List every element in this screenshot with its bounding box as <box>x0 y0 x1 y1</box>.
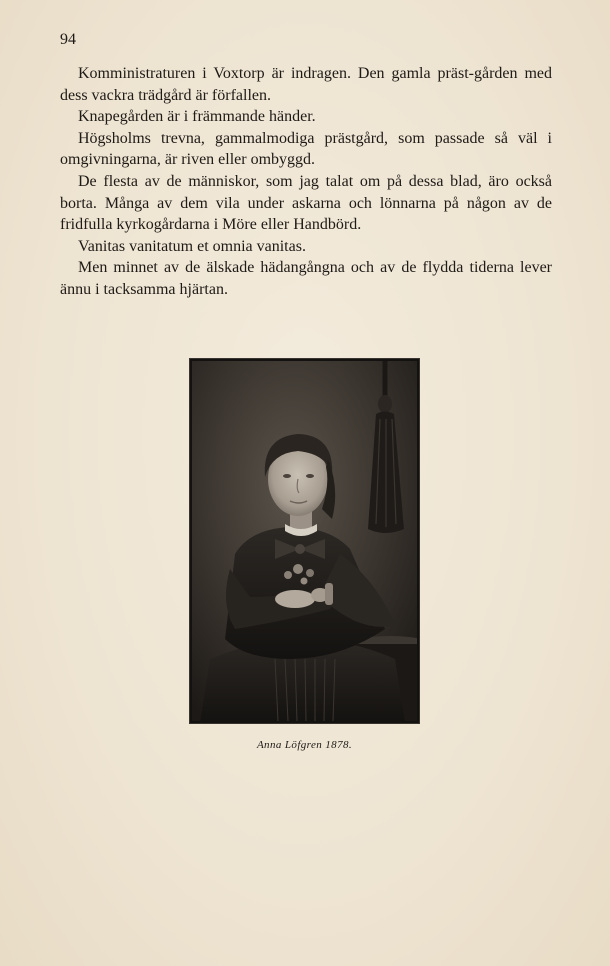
paragraph: De flesta av de människor, som jag talat om på dessa blad, äro också borta. Många av dem vila under askarna och lönnarna på någon av de fridfulla kyrkogårdarna i Möre eller Handbörd. <box>60 172 552 234</box>
portrait-photograph <box>190 359 419 723</box>
paragraph: Men minnet av de älskade hädangångna och av de flydda tiderna lever ännu i tacksamma hjärtan. <box>60 259 552 298</box>
page-number: 94 <box>60 31 76 48</box>
paragraph: Komministraturen i Voxtorp är indragen. Den gamla präst-gården med dess vackra trädgård är förfallen. <box>60 65 552 104</box>
photo-caption: Anna Löfgren 1878. <box>256 739 353 751</box>
portrait-photo-icon <box>190 359 419 723</box>
paragraph: Vanitas vanitatum et omnia vanitas. <box>78 237 306 255</box>
paragraph: Högsholms trevna, gammalmodiga prästgård, som passade så väl i omgivningarna, är riven eller ombyggd. <box>60 129 552 169</box>
body-text <box>60 63 552 301</box>
paragraph: Knapegården är i främmande händer. <box>78 108 316 126</box>
